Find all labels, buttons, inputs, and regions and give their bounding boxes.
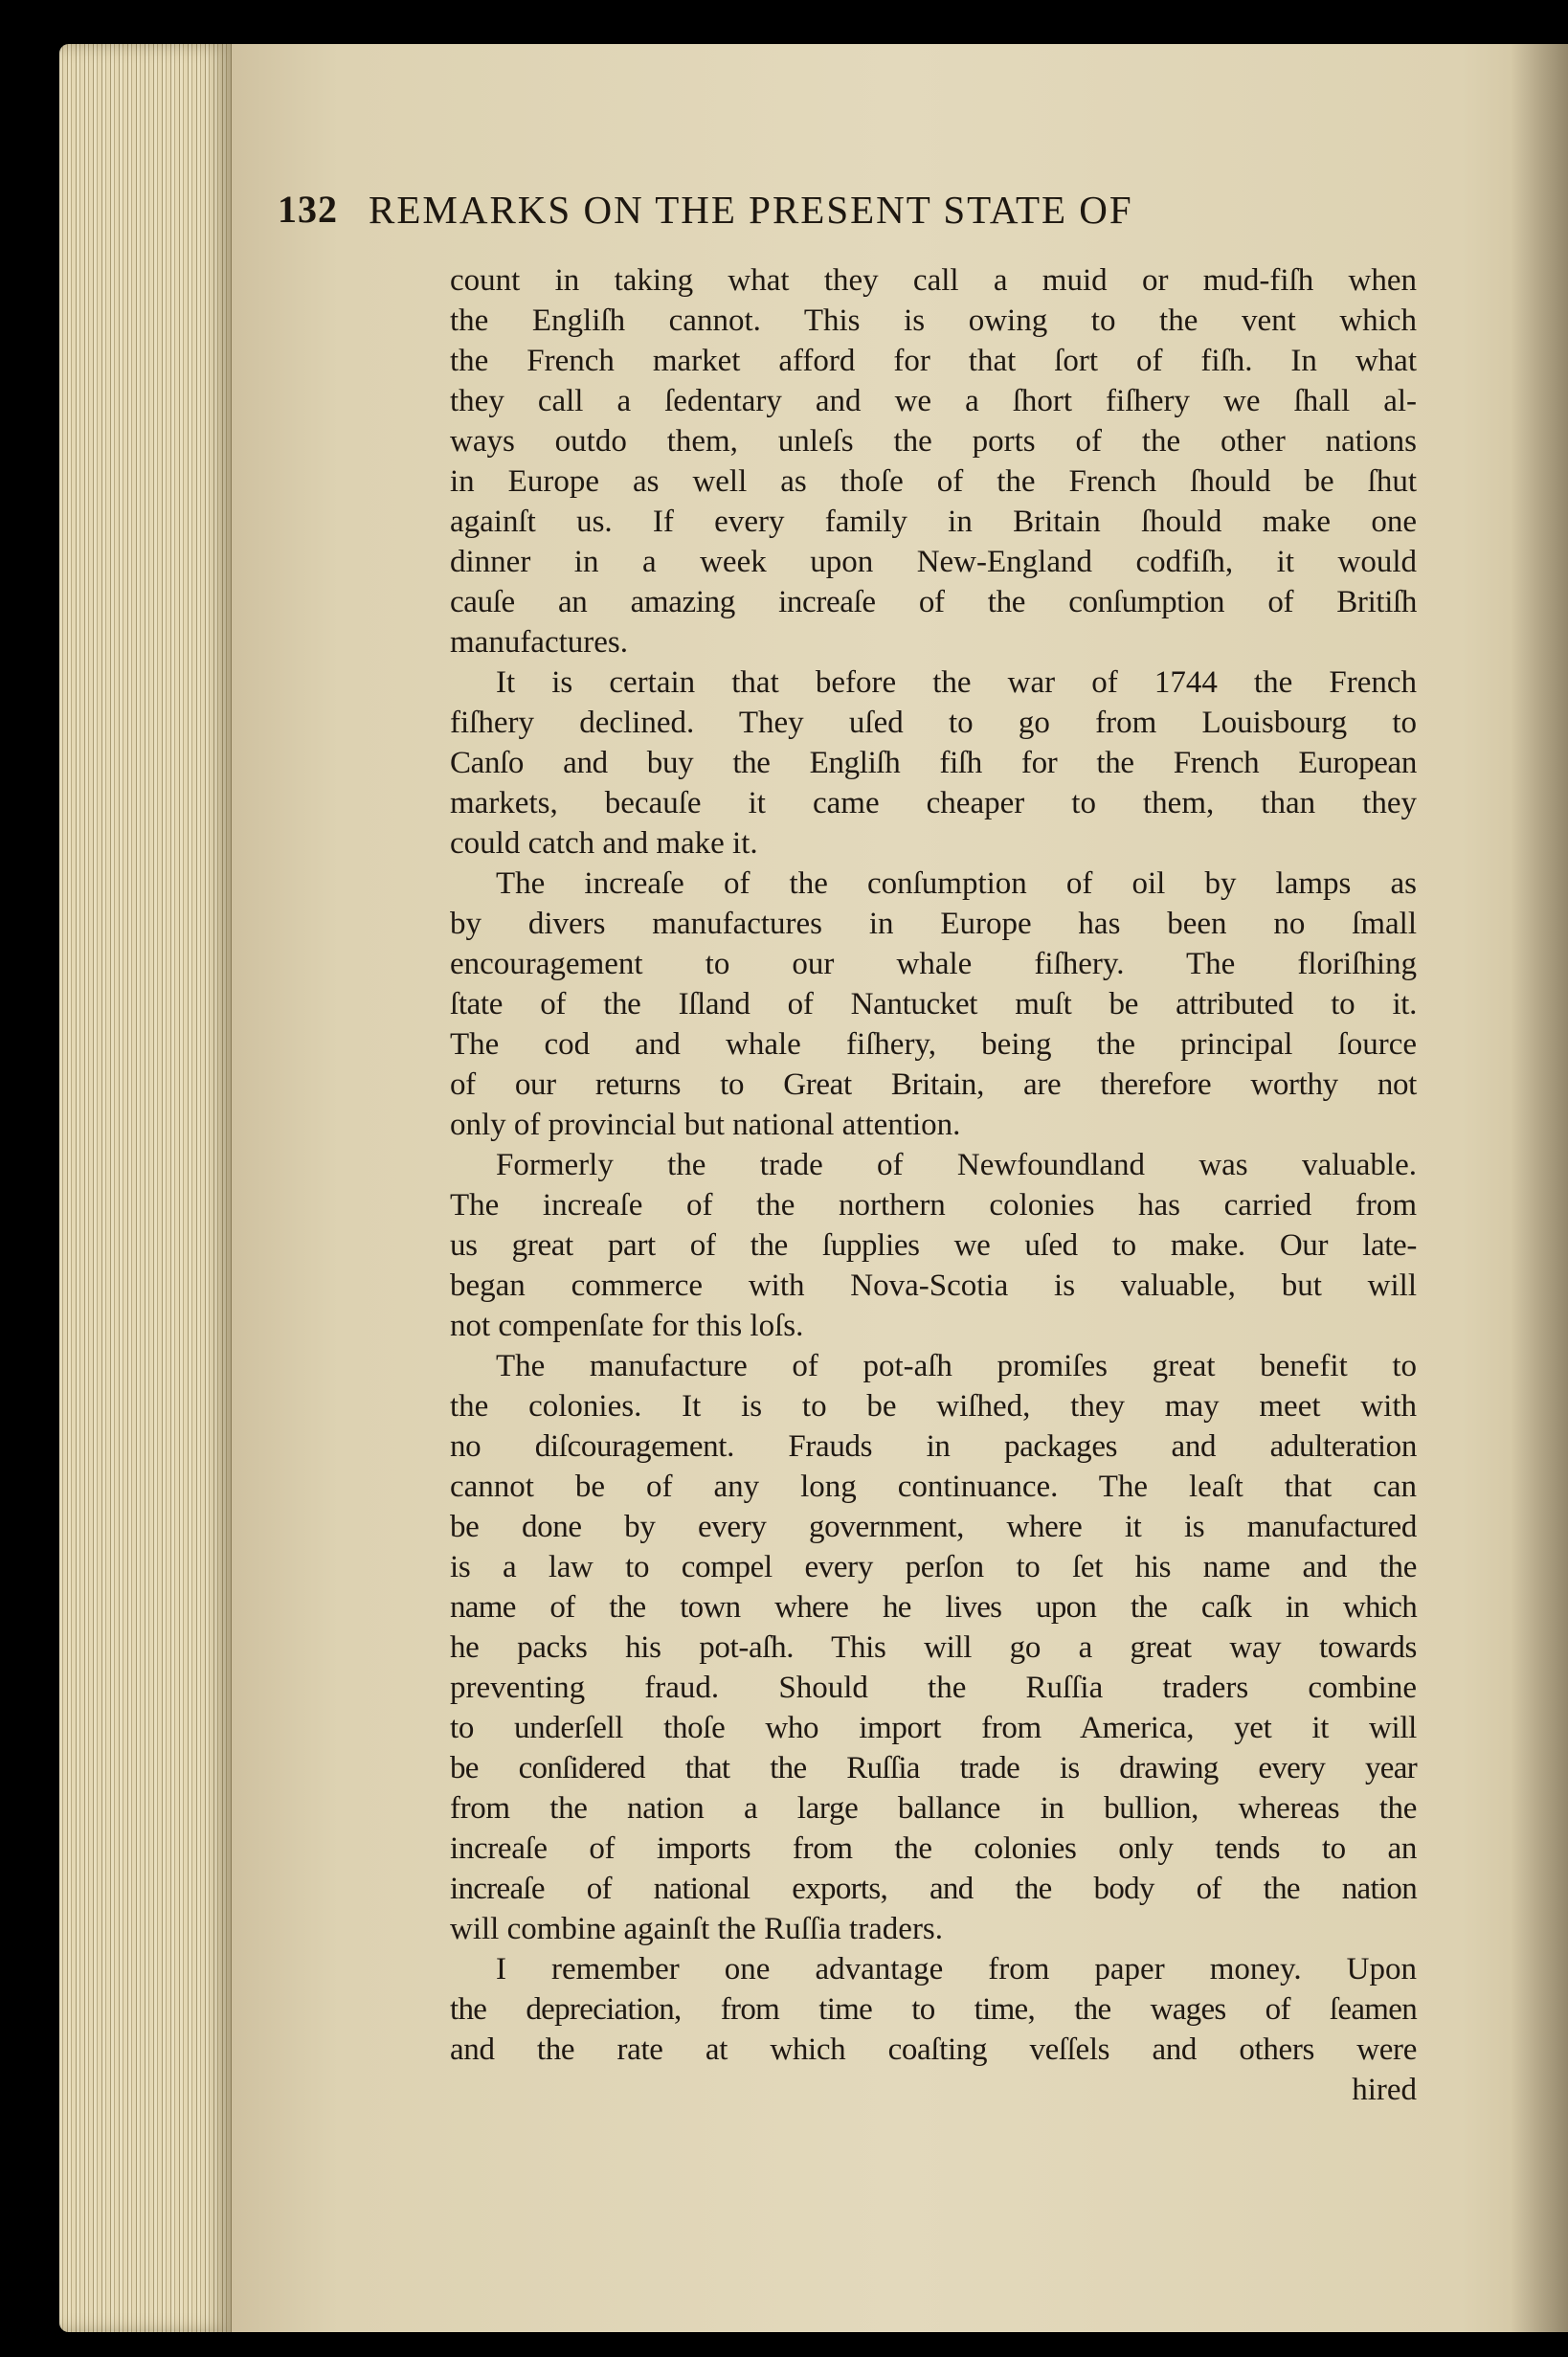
text-line: began commerce with Nova-Scotia is valuable, but will [450, 1268, 1417, 1303]
text-line: Canſo and buy the Engliſh fiſh for the French European [450, 746, 1417, 780]
text-line: againſt us. If every family in Britain ſhould make one [450, 505, 1417, 539]
text-line: The increaſe of the northern colonies has carried from [450, 1188, 1417, 1223]
text-line: will combine againſt the Ruſſia traders. [450, 1912, 944, 1946]
text-line: ſtate of the Iſland of Nantucket muſt be attributed to it. [450, 987, 1417, 1021]
text-line: It is certain that before the war of 1744 the French [496, 665, 1417, 700]
text-line: cauſe an amazing increaſe of the conſumption of Britiſh [450, 585, 1417, 619]
text-line: not compenſate for this loſs. [450, 1309, 804, 1343]
gutter-shadow [1511, 44, 1568, 2332]
text-line: the colonies. It is to be wiſhed, they may meet with [450, 1389, 1417, 1424]
text-line: he packs his pot-aſh. This will go a great way towards [450, 1630, 1417, 1665]
body-text [450, 260, 1417, 2110]
page-header [278, 187, 1426, 244]
text-line: by divers manufactures in Europe has been no ſmall [450, 907, 1417, 941]
text-line: dinner in a week upon New-England codfiſh, it would [450, 545, 1417, 579]
text-line: from the nation a large ballance in bullion, whereas the [450, 1791, 1417, 1826]
text-line: encouragement to our whale fiſhery. The floriſhing [450, 947, 1417, 981]
text-line: The cod and whale fiſhery, being the principal ſource [450, 1027, 1417, 1062]
text-line: markets, becauſe it came cheaper to them, than they [450, 786, 1417, 820]
text-line: preventing fraud. Should the Ruſſia traders combine [450, 1671, 1417, 1705]
text-line: only of provincial but national attention. [450, 1108, 961, 1142]
page-fore-edge [59, 44, 232, 2332]
text-line: to underſell thoſe who import from America, yet it will [450, 1711, 1417, 1745]
text-line: could catch and make it. [450, 826, 758, 861]
text-line: I remember one advantage from paper money. Upon [496, 1952, 1417, 1987]
text-line: name of the town where he lives upon the caſk in which [450, 1590, 1417, 1625]
text-line: be done by every government, where it is manufactured [450, 1510, 1417, 1544]
text-line: Formerly the trade of Newfoundland was valuable. [496, 1148, 1417, 1182]
page-number: 132 [278, 188, 338, 231]
text-line: manufactures. [450, 625, 628, 660]
text-line: ways outdo them, unleſs the ports of the other nations [450, 424, 1417, 459]
text-line: of our returns to Great Britain, are therefore worthy not [450, 1067, 1417, 1102]
text-line: the depreciation, from time to time, the wages of ſeamen [450, 1992, 1417, 2027]
catchword: hired [1352, 2073, 1417, 2107]
text-line: cannot be of any long continuance. The leaſt that can [450, 1470, 1417, 1504]
text-line: fiſhery declined. They uſed to go from Louisbourg to [450, 706, 1417, 740]
text-line: the French market afford for that ſort of fiſh. In what [450, 344, 1417, 378]
text-line: is a law to compel every perſon to ſet his name and the [450, 1550, 1417, 1584]
text-line: The manufacture of pot-aſh promiſes great benefit to [496, 1349, 1417, 1383]
running-head: REMARKS ON THE PRESENT STATE OF [369, 188, 1133, 232]
text-line: The increaſe of the conſumption of oil by lamps as [496, 866, 1417, 901]
text-line: and the rate at which coaſting veſſels and others were [450, 2032, 1417, 2067]
text-line: the Engliſh cannot. This is owing to the vent which [450, 303, 1417, 338]
text-line: no diſcouragement. Frauds in packages and adulteration [450, 1429, 1417, 1464]
text-line: be conſidered that the Ruſſia trade is drawing every year [450, 1751, 1417, 1785]
text-line: increaſe of imports from the colonies only tends to an [450, 1831, 1417, 1866]
text-line: increaſe of national exports, and the body of the nation [450, 1872, 1417, 1906]
text-line: in Europe as well as thoſe of the French ſhould be ſhut [450, 464, 1417, 499]
text-line: us great part of the ſupplies we uſed to make. Our late- [450, 1228, 1417, 1263]
text-line: they call a ſedentary and we a ſhort fiſhery we ſhall al- [450, 384, 1417, 418]
text-line: count in taking what they call a muid or mud-fiſh when [450, 263, 1417, 298]
